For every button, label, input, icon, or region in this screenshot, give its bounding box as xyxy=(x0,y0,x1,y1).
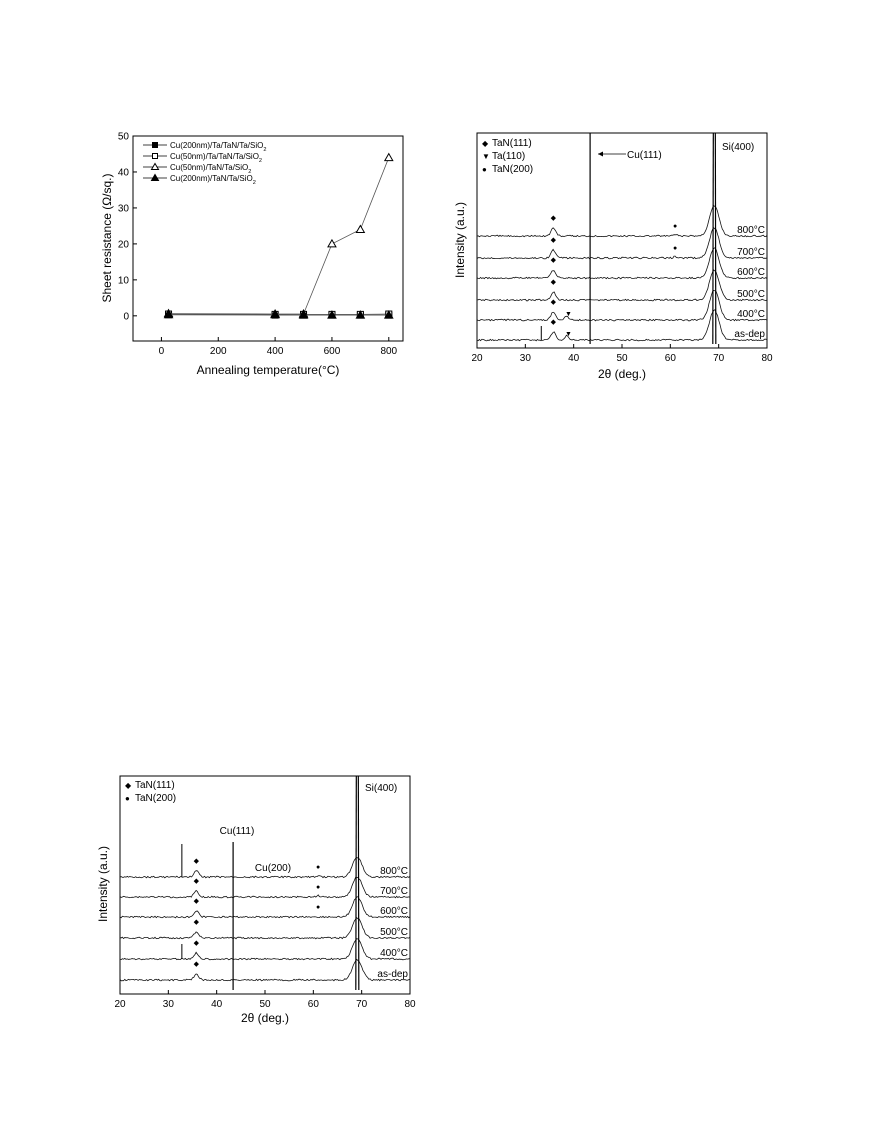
xrd-chart-2 xyxy=(95,772,425,1032)
curve-label: as-dep xyxy=(734,329,765,340)
legend-label: Cu(200nm)/TaN/Ta/SiO$_2$ xyxy=(170,174,256,186)
diffraction-curve xyxy=(120,939,410,960)
diffraction-curve xyxy=(120,877,410,897)
y-tick-label: 20 xyxy=(117,239,129,251)
sheet-resistance-chart xyxy=(95,128,415,383)
peak-annotation: Cu(111) xyxy=(219,826,255,837)
tan111-marker: ◆ xyxy=(550,237,557,244)
legend xyxy=(482,138,533,175)
curve-label: as-dep xyxy=(377,969,408,980)
legend-symbol: ◆ xyxy=(482,139,489,148)
y-tick-label: 40 xyxy=(117,167,129,179)
x-tick-label: 20 xyxy=(471,353,483,364)
data-point xyxy=(385,154,393,161)
xrd-chart-1 xyxy=(452,128,782,388)
tan111-marker: ◆ xyxy=(193,919,200,926)
legend-label: TaN(200) xyxy=(492,164,534,175)
y-tick-label: 30 xyxy=(117,203,129,215)
x-tick-label: 60 xyxy=(664,353,676,364)
x-tick-label: 80 xyxy=(404,999,416,1010)
x-axis-label: 2θ (deg.) xyxy=(240,1011,290,1025)
legend-label: TaN(200) xyxy=(135,793,177,804)
ta110-marker: ▼ xyxy=(564,311,572,318)
si400-peak-edge xyxy=(715,133,716,344)
legend-symbol: ● xyxy=(125,794,130,803)
x-tick-label: 70 xyxy=(713,353,725,364)
curve-label: 500°C xyxy=(380,927,408,938)
data-point xyxy=(328,240,336,247)
legend xyxy=(125,780,176,804)
peak-annotation: Cu(111) xyxy=(627,150,662,161)
x-tick-label: 0 xyxy=(158,346,165,357)
x-tick-label: 60 xyxy=(307,999,319,1010)
si400-peak-edge xyxy=(358,776,359,990)
tan111-marker: ◆ xyxy=(550,257,557,264)
tan111-marker: ◆ xyxy=(193,858,200,865)
legend-marker xyxy=(153,154,158,159)
diffraction-curve xyxy=(477,248,767,279)
tan111-marker: ◆ xyxy=(193,898,200,905)
legend-symbol: ● xyxy=(482,165,487,174)
x-tick-label: 40 xyxy=(211,999,223,1010)
legend-label: Cu(200nm)/Ta/TaN/Ta/SiO$_2$ xyxy=(170,141,267,153)
diffraction-curve xyxy=(477,270,767,301)
x-tick-label: 80 xyxy=(761,353,773,364)
legend-label: TaN(111) xyxy=(492,138,532,149)
x-tick-label: 50 xyxy=(259,999,271,1010)
x-tick-label: 800 xyxy=(380,346,398,357)
y-tick-label: 0 xyxy=(123,311,129,323)
tan111-marker: ◆ xyxy=(550,299,557,306)
tan200-marker: ● xyxy=(673,223,678,230)
x-axis-label: Annealing temperature(°C) xyxy=(196,363,340,377)
x-tick-label: 20 xyxy=(114,999,126,1010)
diffraction-curve xyxy=(120,960,410,981)
diffraction-curve xyxy=(120,897,410,918)
si400-peak xyxy=(713,133,714,344)
peak-annotation: Cu(200) xyxy=(254,863,292,874)
x-tick-label: 70 xyxy=(356,999,368,1010)
tan200-marker: ● xyxy=(316,864,321,871)
tan111-marker: ◆ xyxy=(550,319,557,326)
x-tick-label: 200 xyxy=(209,346,227,357)
legend-symbol: ▼ xyxy=(482,152,490,161)
x-tick-label: 600 xyxy=(323,346,341,357)
curve-label: 600°C xyxy=(380,906,408,917)
y-tick-label: 50 xyxy=(117,131,129,143)
curve-label: 800°C xyxy=(737,225,765,236)
curve-label: 700°C xyxy=(380,886,408,897)
legend-marker xyxy=(152,175,159,181)
x-tick-label: 50 xyxy=(616,353,628,364)
y-axis-label: Intensity (a.u.) xyxy=(453,201,467,279)
y-tick-label: 10 xyxy=(117,275,129,287)
diffraction-curve xyxy=(477,206,767,237)
curve-label: 800°C xyxy=(380,866,408,877)
x-tick-label: 30 xyxy=(162,999,174,1010)
diffraction-curve xyxy=(120,918,410,939)
legend-label: Cu(50nm)/TaN/Ta/SiO$_2$ xyxy=(170,163,252,175)
tan111-marker: ◆ xyxy=(193,878,200,885)
diffraction-curve xyxy=(477,228,767,259)
x-tick-label: 40 xyxy=(568,353,580,364)
plot-frame xyxy=(120,776,410,994)
legend-marker xyxy=(152,164,159,170)
x-tick-label: 30 xyxy=(519,353,531,364)
legend-label: TaN(111) xyxy=(135,780,175,791)
tan111-marker: ◆ xyxy=(550,215,557,222)
tan200-marker: ● xyxy=(316,904,321,911)
data-point xyxy=(356,226,364,233)
ta110-marker: ▼ xyxy=(564,331,572,338)
peak-annotation: Si(400) xyxy=(722,142,755,153)
tan111-marker: ◆ xyxy=(193,940,200,947)
curve-label: 700°C xyxy=(737,247,765,258)
legend xyxy=(143,141,267,186)
legend-symbol: ◆ xyxy=(125,781,132,790)
legend-marker xyxy=(153,143,158,148)
peak-annotation: Si(400) xyxy=(365,783,398,794)
si400-peak xyxy=(356,776,357,990)
tan200-marker: ● xyxy=(316,884,321,891)
legend-label: Cu(50nm)/Ta/TaN/Ta/SiO$_2$ xyxy=(170,152,263,164)
x-tick-label: 400 xyxy=(266,346,284,357)
y-axis-label: Intensity (a.u.) xyxy=(96,845,110,923)
tan111-marker: ◆ xyxy=(550,279,557,286)
curve-label: 600°C xyxy=(737,267,765,278)
tan200-marker: ● xyxy=(673,245,678,252)
curve-label: 400°C xyxy=(737,309,765,320)
x-axis-label: 2θ (deg.) xyxy=(597,367,647,381)
curve-label: 500°C xyxy=(737,289,765,300)
y-axis-label: Sheet resistance (Ω/sq.) xyxy=(100,173,114,303)
curve-label: 400°C xyxy=(380,948,408,959)
tan111-marker: ◆ xyxy=(193,961,200,968)
legend-label: Ta(110) xyxy=(492,151,526,162)
annotation-arrowhead xyxy=(598,152,603,157)
